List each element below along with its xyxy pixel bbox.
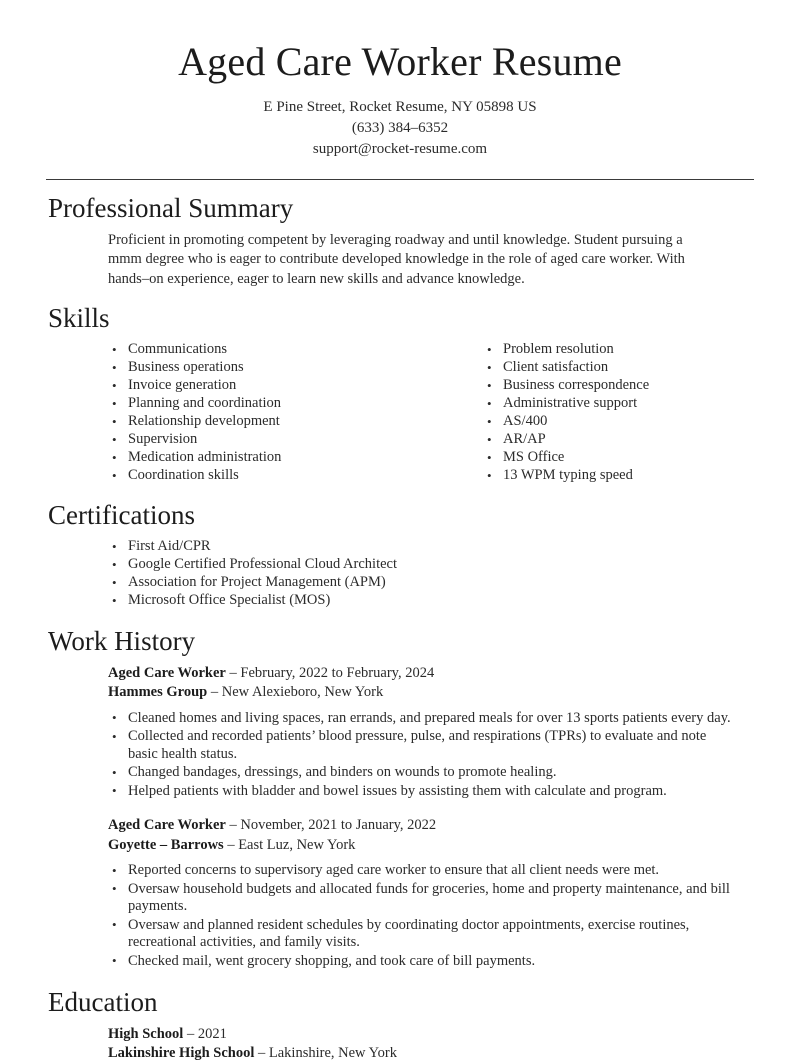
job-entry xyxy=(108,664,754,801)
job-company: Goyette – Barrows xyxy=(108,836,224,853)
list-item: • Changed bandages, dressings, and binders on wounds to promote healing. xyxy=(108,764,754,782)
certifications-body xyxy=(46,538,754,610)
contact-phone: (633) 384–6352 xyxy=(351,119,449,136)
list-item: • Supervision xyxy=(108,431,431,449)
list-item: • Planning and coordination xyxy=(108,395,431,413)
education-degree: High School xyxy=(108,1025,184,1042)
list-item: • Checked mail, went grocery shopping, and took care of bill payments. xyxy=(108,953,754,971)
list-item: • Problem resolution xyxy=(483,341,754,359)
list-item: • Administrative support xyxy=(483,395,754,413)
skills-column-right xyxy=(431,341,754,485)
list-item: • Invoice generation xyxy=(108,377,431,395)
list-item: • AS/400 xyxy=(483,413,754,431)
job-company-line xyxy=(108,683,754,703)
job-title: Aged Care Worker xyxy=(108,664,226,681)
work-history-body xyxy=(46,664,754,971)
list-item: • Relationship development xyxy=(108,413,431,431)
list-item: • Cleaned homes and living spaces, ran errands, and prepared meals for over 13 sports patients every day. xyxy=(108,710,754,728)
section-certifications xyxy=(46,499,754,609)
section-work-history xyxy=(46,625,754,970)
list-item: • Association for Project Management (APM) xyxy=(108,574,754,592)
list-item: • First Aid/CPR xyxy=(108,538,754,556)
job-title-line xyxy=(108,816,754,836)
section-education xyxy=(46,986,754,1064)
skills-list-left xyxy=(108,341,431,485)
job-location: – East Luz, New York xyxy=(223,836,356,853)
contact-address: E Pine Street, Rocket Resume, NY 05898 US xyxy=(263,98,537,115)
professional-summary-text: Proficient in promoting competent by leveraging roadway and until knowledge. Student pursuing a mmm degree who is eager to contribute developed knowledge in the role of aged care worker. With hands–on experience, eager to learn new skills and advance knowledge. xyxy=(108,231,685,287)
list-item: • Communications xyxy=(108,341,431,359)
skills-column-left xyxy=(108,341,431,485)
job-company-line xyxy=(108,836,754,856)
list-item: • MS Office xyxy=(483,449,754,467)
section-professional-summary xyxy=(46,192,754,289)
job-location: – New Alexieboro, New York xyxy=(207,684,384,701)
list-item: • Client satisfaction xyxy=(483,359,754,377)
professional-summary-body xyxy=(46,231,754,290)
header-divider xyxy=(46,179,754,180)
job-title: Aged Care Worker xyxy=(108,817,226,834)
certifications-list xyxy=(108,538,754,610)
list-item: • Microsoft Office Specialist (MOS) xyxy=(108,592,754,610)
list-item: • Oversaw and planned resident schedules by coordinating doctor appointments, exercise routines, recreational activities, and family visits. xyxy=(108,917,754,952)
list-item: • 13 WPM typing speed xyxy=(483,467,754,485)
list-item: • Coordination skills xyxy=(108,467,431,485)
education-school: Lakinshire High School xyxy=(108,1045,255,1062)
work-history-heading: Work History xyxy=(48,625,196,656)
professional-summary-heading: Professional Summary xyxy=(48,192,294,223)
job-dates: – February, 2022 to February, 2024 xyxy=(225,664,435,681)
contact-block xyxy=(46,97,754,160)
education-heading: Education xyxy=(48,987,158,1018)
list-item: • Collected and recorded patients’ blood pressure, pulse, and respirations (TPRs) to evaluate and note basic health status. xyxy=(108,728,754,763)
contact-email: support@rocket-resume.com xyxy=(312,140,488,157)
education-school-location: – Lakinshire, New York xyxy=(254,1045,397,1062)
job-dates: – November, 2021 to January, 2022 xyxy=(225,817,437,834)
list-item: • Google Certified Professional Cloud Architect xyxy=(108,556,754,574)
job-entry xyxy=(108,816,754,970)
list-item: • Business operations xyxy=(108,359,431,377)
list-item: • AR/AP xyxy=(483,431,754,449)
list-item: • Business correspondence xyxy=(483,377,754,395)
list-item: • Helped patients with bladder and bowel issues by assisting them with calculate and program. xyxy=(108,783,754,801)
section-skills xyxy=(46,302,754,485)
education-school-line xyxy=(108,1044,754,1064)
skills-heading: Skills xyxy=(48,303,110,334)
skills-list-right xyxy=(483,341,754,485)
job-bullets xyxy=(108,710,754,801)
list-item: • Medication administration xyxy=(108,449,431,467)
list-item: • Reported concerns to supervisory aged care worker to ensure that all client needs were met. xyxy=(108,862,754,880)
certifications-heading: Certifications xyxy=(48,500,195,531)
education-body xyxy=(46,1025,754,1064)
list-item: • Oversaw household budgets and allocated funds for groceries, home and property maintenance, and bill payments. xyxy=(108,881,754,916)
education-degree-dates: – 2021 xyxy=(183,1025,227,1042)
job-bullets xyxy=(108,862,754,970)
page-title: Aged Care Worker Resume xyxy=(178,39,622,84)
skills-columns xyxy=(46,341,754,485)
job-company: Hammes Group xyxy=(108,684,208,701)
job-title-line xyxy=(108,664,754,684)
